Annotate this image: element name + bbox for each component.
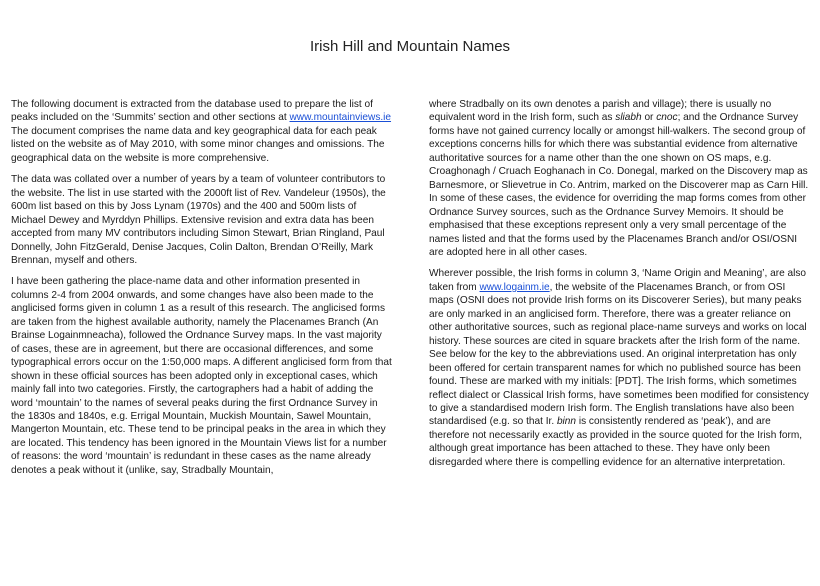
term-binn: binn xyxy=(556,416,577,428)
term-cnoc: cnoc xyxy=(656,112,678,124)
intro-text-a: The following document is extracted from the database used to prepare the list of peaks included on the ‘Summits’ section and other sections at xyxy=(11,99,373,124)
intro-text-b: The document comprises the name data and key geographical data for each peak listed on the website as of May 2010, with some minor changes and omissions. The geographical data on the website is more comprehensive. xyxy=(11,125,385,164)
term-sliabh: sliabh xyxy=(615,112,642,124)
paragraph-exceptions xyxy=(429,98,811,259)
paragraph-intro xyxy=(11,98,393,165)
irish-forms-text-b: , the website of the Placenames Branch, or from OSI maps (OSNI does not provide Irish forms on its Discoverer Series), but many peaks are only marked in an anglicised form. Therefore, there was a greater reliance on other authoritative sources, such as regional place-name surveys and works on local history. These sources are cited in square brackets after the Irish form of the name. See below for the key to the abbreviations used. An original interpretation has only been offered for certain transparent names for which no published source has been found. These are marked with my initials: [PDT]. The Irish forms, which sometimes reflect dialect or Classical Irish forms, have sometimes been modified for consistency to give a standardised modern Irish form. The English translations have also been standardised (e.g. so that Ir. xyxy=(429,281,809,428)
right-column xyxy=(429,98,811,477)
irish-forms-text-c: is consistently rendered as ‘peak’), and are therefore not necessarily exactly as provided in the source quoted for the Irish form, although great importance has been attached to these. They have only been disregarded where there is compelling evidence for an alternative interpretation. xyxy=(429,416,803,468)
mountainviews-link[interactable]: www.mountainviews.ie xyxy=(289,112,392,124)
left-column xyxy=(11,98,393,485)
exceptions-text-b: ; and the Ordnance Survey forms have not gained currency locally or amongst hill-walkers. The second group of exceptions concerns hills for which there was substantial evidence from alternative authoritative sources for a name other than the one shown on OS maps, e.g. Croaghonagh / Cruach Eoghanach in Co. Donegal, marked on the Discovery map as Barnesmore, or Slievetrue in Co. Antrim, marked on the Discoverer map as Carn Hill. In some of these cases, the evidence for overriding the map forms comes from other Ordnance Survey sources, such as the Ordnance Survey Memoirs. It should be emphasised that these exceptions represent only a very small percentage of the names listed and that the forms used by the Placenames Branch and/or OSI/OSNI are adopted here in all other cases. xyxy=(429,112,809,258)
exceptions-text-a: where Stradbally on its own denotes a parish and village); there is usually no equivalent word in the Irish form, such as xyxy=(429,99,772,124)
document-title: Irish Hill and Mountain Names xyxy=(309,38,511,55)
paragraph-irish-forms xyxy=(429,267,811,469)
paragraph-data-collation: The data was collated over a number of years by a team of volunteer contributors to the website. The list in use started with the 2000ft list of Rev. Vandeleur (1950s), the 600m list based on this by Joss Lynam (1970s) and the 400 and 500m lists of Michael Dewey and Myrddyn Phillips. Extensive revision and extra data has been accepted from many MV contributors including Simon Stewart, Brian Ringland, Paul Donnelly, John FitzGerald, Denise Jacques, Colin Dalton, Brendan O’Reilly, Mark Brennan, myself and others. xyxy=(11,174,386,266)
paragraph-place-names: I have been gathering the place-name data and other information presented in columns 2-4 from 2004 onwards, and some changes have also been made to the anglicised forms given in column 1 as a result of this research. The anglicised forms are taken from the highest available authority, namely the Placenames Branch (An Brainse Logainmneacha), followed the Ordnance Survey maps. In the vast majority of cases, these are in agreement, but there are occasional differences, and some typographical errors occur on the 1:50,000 maps. A different anglicised form from that shown in these official sources has been adopted only in exceptional cases, which mainly fall into two categories. Firstly, the cartographers had a habit of adding the word ‘mountain’ to the names of several peaks during the first Ordnance Survey in the 1830s and 1840s, e.g. Errigal Mountain, Muckish Mountain, Sawel Mountain, Mangerton Mountain, etc. These tend to be principal peaks in the area in which they are located. This tendency has been ignored in the Mountain Views list for a number of reasons: the word ‘mountain’ is redundant in these cases as the name already denotes a peak without it (unlike, say, Stradbally Mountain, xyxy=(11,276,392,476)
exceptions-text-or: or xyxy=(641,112,657,124)
irish-forms-text-a: Wherever possible, the Irish forms in column 3, ‘Name Origin and Meaning’, are also taken from xyxy=(429,268,806,293)
logainm-link[interactable]: www.logainm.ie xyxy=(479,281,550,293)
